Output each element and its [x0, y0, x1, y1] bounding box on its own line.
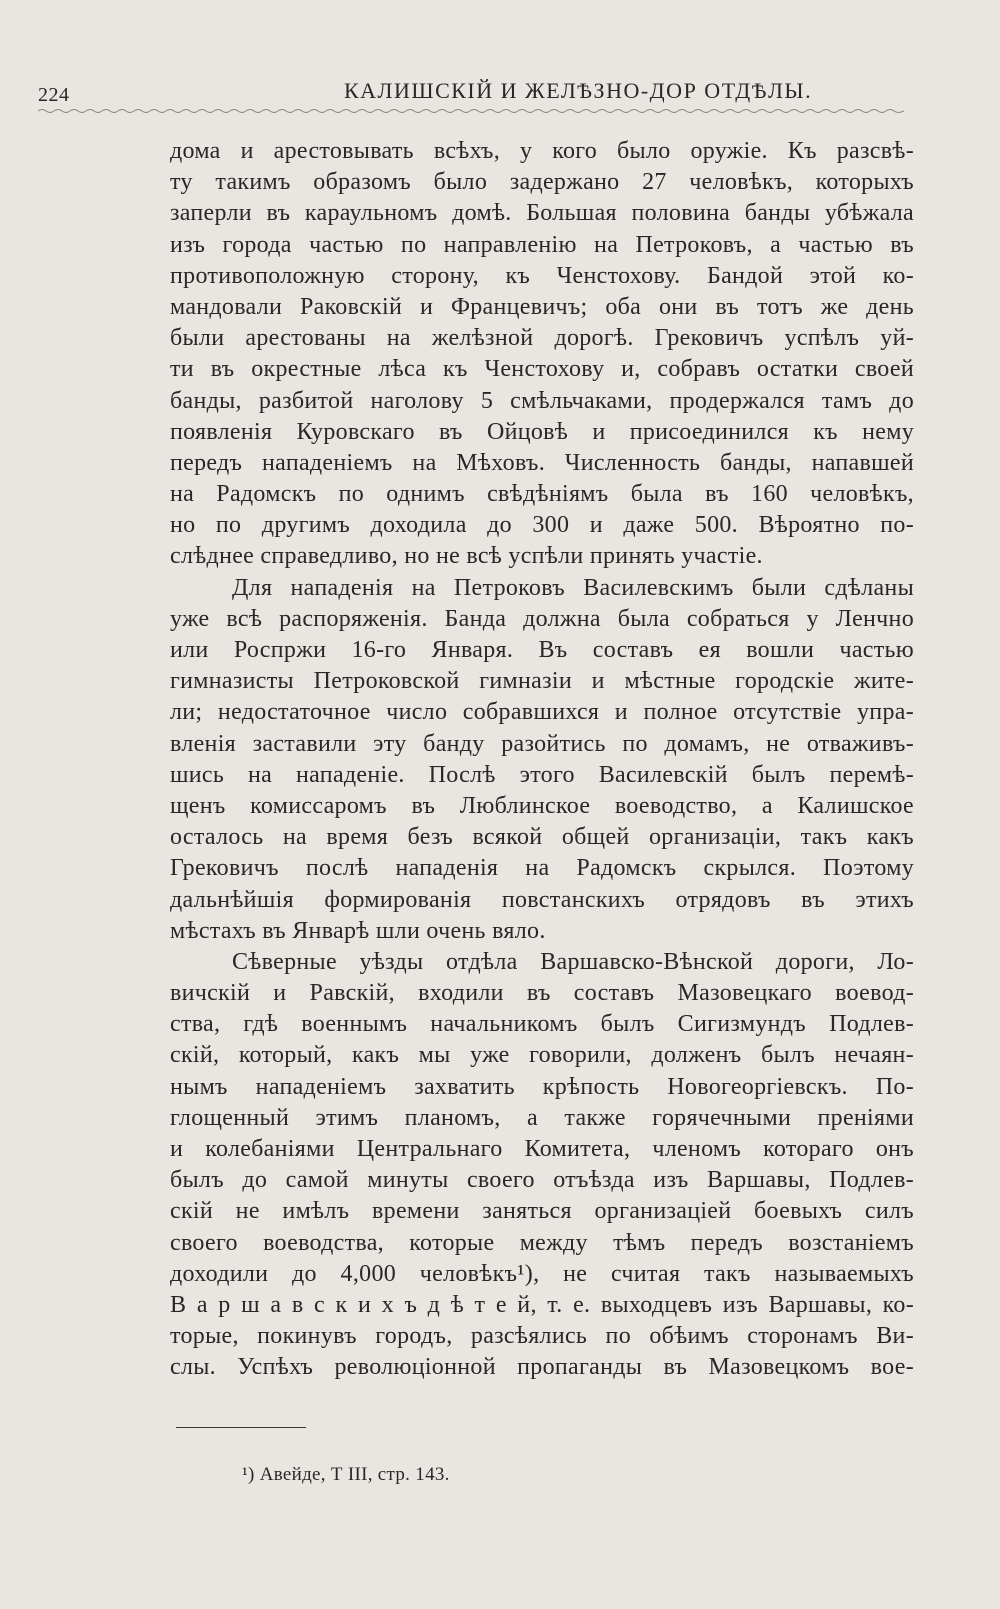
footnote-marker: ¹)	[242, 1464, 255, 1485]
footnote	[242, 1464, 450, 1486]
text-line: на Радомскъ по однимъ свѣдѣніямъ была въ 160 человѣкъ,	[170, 481, 914, 508]
header-wavy-rule	[38, 108, 904, 114]
page-header	[38, 78, 938, 112]
page-number: 224	[38, 84, 70, 106]
text-line: скій не имѣлъ времени заняться организаціей боевыхъ силъ	[170, 1198, 914, 1225]
text-line: передъ нападеніемъ на Мѣховъ. Численность банды, напавшей	[170, 449, 914, 476]
text-line: вленія заставили эту банду разойтись по домамъ, не отваживъ-	[170, 730, 914, 757]
text-line: ства, гдѣ военнымъ начальникомъ былъ Сигизмундъ Подлев-	[170, 1011, 914, 1038]
text-line: Грековичъ послѣ нападенія на Радомскъ скрылся. Поэтому	[170, 855, 914, 882]
text-line: появленія Куровскаго въ Ойцовѣ и присоединился къ нему	[170, 418, 914, 445]
footnote-separator	[176, 1427, 306, 1428]
text-line: мандовали Раковскій и Францевичъ; оба они въ тотъ же день	[170, 293, 914, 320]
text-line: былъ до самой минуты своего отъѣзда изъ Варшавы, Подлев-	[170, 1167, 914, 1194]
text-line: нымъ нападеніемъ захватить крѣпость Новогеоргіевскъ. По-	[170, 1073, 914, 1100]
text-line: глощенный этимъ планомъ, а также горячечными преніями	[170, 1104, 914, 1131]
text-line: В а р ш а в с к и х ъ д ѣ т е й, т. е. выходцевъ изъ Варшавы, ко-	[170, 1291, 914, 1318]
text-line: осталось на время безъ всякой общей организаціи, такъ какъ	[170, 824, 914, 851]
text-line: скій, который, какъ мы уже говорили, долженъ былъ нечаян-	[170, 1042, 914, 1069]
text-line: слѣднее справедливо, но не всѣ успѣли принять участіе.	[170, 543, 763, 570]
text-line: ти въ окрестные лѣса къ Ченстохову и, собравъ остатки своей	[170, 356, 914, 383]
body-text	[170, 136, 914, 1384]
text-line: доходили до 4,000 человѣкъ¹), не считая такъ называемыхъ	[170, 1260, 914, 1287]
text-line: или Роспржи 16-го Января. Въ составъ ея вошли частью	[170, 637, 914, 663]
text-line: уже всѣ распоряженія. Банда должна была собраться у Ленчно	[170, 605, 914, 632]
text-line: изъ города частью по направленію на Петроковъ, а частью въ	[170, 231, 914, 258]
text-line: гимназисты Петроковской гимназіи и мѣстные городскіе жите-	[170, 668, 914, 695]
text-line: слы. Успѣхъ революціонной пропаганды въ Мазовецкомъ вое-	[170, 1354, 914, 1381]
text-line: были арестованы на желѣзной дорогѣ. Грековичъ успѣлъ уй-	[170, 325, 914, 352]
text-line: щенъ комиссаромъ въ Люблинское воеводство, а Калишское	[170, 792, 914, 819]
text-line: мѣстахъ въ Январѣ шли очень вяло.	[170, 917, 546, 944]
paragraph-first-line: Для нападенія на Петроковъ Василевскимъ были сдѣланы	[232, 574, 914, 601]
text-line: дома и арестовывать всѣхъ, у кого было оружіе. Къ разсвѣ-	[170, 138, 914, 164]
text-line: банды, разбитой наголову 5 смѣльчаками, продержался тамъ до	[170, 387, 914, 414]
running-title: КАЛИШСКІЙ И ЖЕЛѢЗНО-ДОР ОТДѢЛЫ.	[344, 78, 813, 103]
text-line: противоположную сторону, къ Ченстохову. Бандой этой ко-	[170, 262, 914, 289]
text-line: ли; недостаточное число собравшихся и полное отсутствіе упра-	[170, 699, 914, 726]
footnote-text: Авейде, Т III, стр. 143.	[259, 1464, 450, 1485]
text-line: дальнѣйшія формированія повстанскихъ отрядовъ въ этихъ	[170, 886, 914, 913]
text-line: ту такимъ образомъ было задержано 27 человѣкъ, которыхъ	[170, 169, 914, 196]
text-line: торые, покинувъ городъ, разсѣялись по обѣимъ сторонамъ Ви-	[170, 1323, 914, 1350]
text-line: но по другимъ доходила до 300 и даже 500. Вѣроятно по-	[170, 512, 914, 539]
text-line: заперли въ караульномъ домѣ. Большая половина банды убѣжала	[170, 200, 914, 227]
text-line: и колебаніями Центральнаго Комитета, членомъ котораго онъ	[170, 1136, 914, 1162]
text-line: шись на нападеніе. Послѣ этого Василевскій былъ перемѣ-	[170, 761, 914, 788]
text-line: вичскій и Равскій, входили въ составъ Мазовецкаго воевод-	[170, 980, 914, 1007]
paragraph-first-line: Сѣверные уѣзды отдѣла Варшавско-Вѣнской дороги, Ло-	[232, 948, 914, 975]
text-line: своего воеводства, которые между тѣмъ передъ возстаніемъ	[170, 1229, 914, 1256]
